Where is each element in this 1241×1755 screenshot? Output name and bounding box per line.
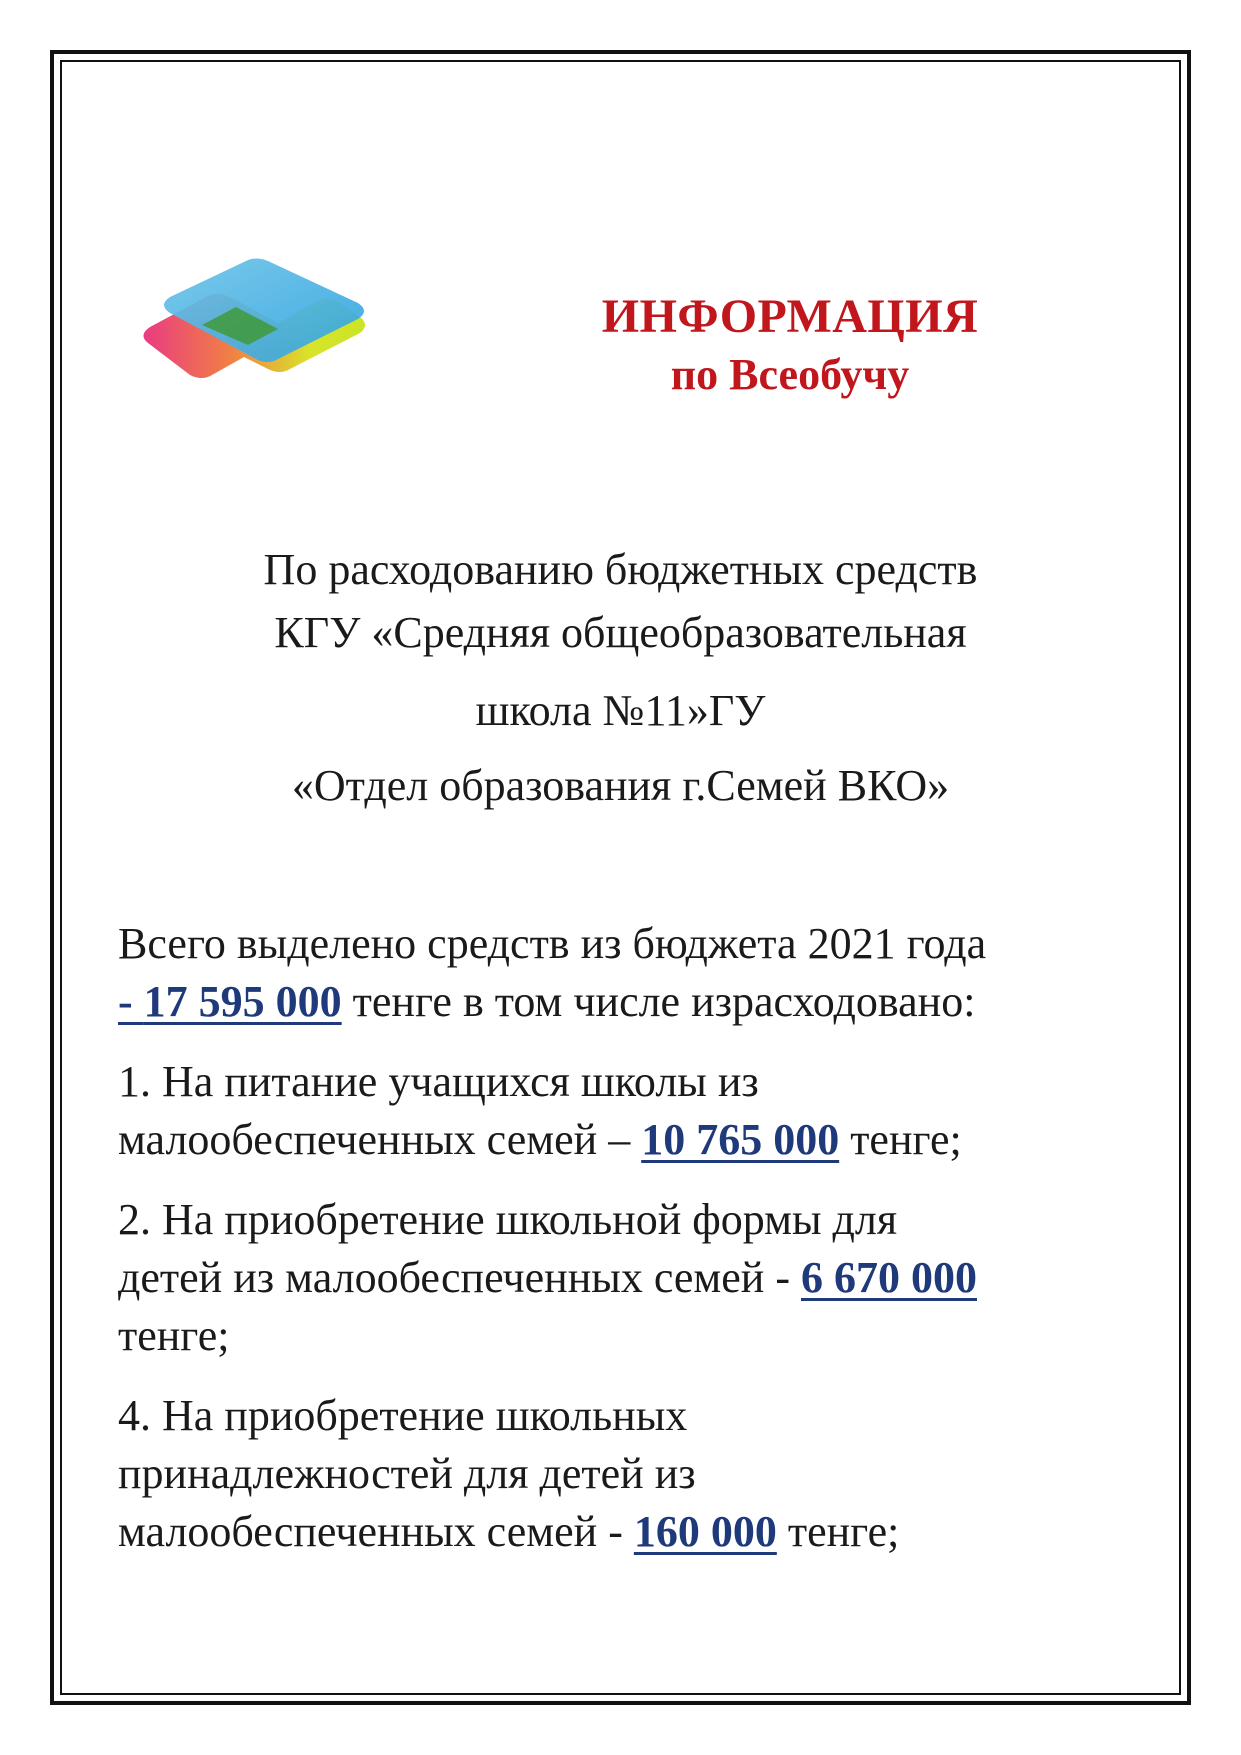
subject-block — [110, 535, 1131, 821]
item-3-suffix: тенге; — [776, 1507, 900, 1556]
item-2-prefix: детей из малообеспеченных семей - — [118, 1253, 801, 1302]
item-1-line-1: 1. На питание учащихся школы из — [118, 1057, 759, 1106]
item-2-line-3: тенге; — [118, 1311, 230, 1360]
item-1-prefix: малообеспеченных семей – — [118, 1115, 642, 1164]
header-subtitle: по Всеобучу — [670, 350, 910, 399]
header-title: ИНФОРМАЦИЯ — [601, 290, 979, 343]
item-2-amount: 6 670 000 — [801, 1253, 977, 1302]
summary-amount-value: 17 595 000 — [143, 977, 342, 1026]
summary-amount — [118, 977, 342, 1026]
subject-line-4: «Отдел образования г.Семей ВКО» — [291, 761, 950, 810]
item-1-amount: 10 765 000 — [641, 1115, 840, 1164]
item-1-suffix: тенге; — [839, 1115, 962, 1164]
item-3-prefix: малообеспеченных семей - — [118, 1507, 634, 1556]
subject-line-1: По расходованию бюджетных средств — [263, 545, 978, 594]
header — [520, 288, 1060, 404]
item-3-line-2: принадлежностей для детей из — [118, 1449, 696, 1498]
item-3-amount: 160 000 — [633, 1507, 777, 1556]
item-2-line-1: 2. На приобретение школьной формы для — [118, 1195, 898, 1244]
summary-line-2-rest: тенге в том числе израсходовано: — [341, 977, 976, 1026]
education-layers-logo-icon — [128, 255, 378, 455]
subject-line-2: КГУ «Средняя общеобразовательная — [274, 608, 967, 657]
subject-line-3: школа №11»ГУ — [475, 686, 766, 735]
summary-line-1: Всего выделено средств из бюджета 2021 года — [118, 919, 987, 968]
item-1-line-2 — [118, 1111, 1118, 1169]
item-2-line-2 — [118, 1249, 1118, 1307]
item-3-line-1: 4. На приобретение школьных — [118, 1391, 688, 1440]
summary-dash: - — [118, 977, 144, 1026]
summary-line-2 — [118, 973, 1118, 1031]
item-3-line-3 — [118, 1503, 1118, 1561]
budget-body — [118, 915, 1118, 1561]
